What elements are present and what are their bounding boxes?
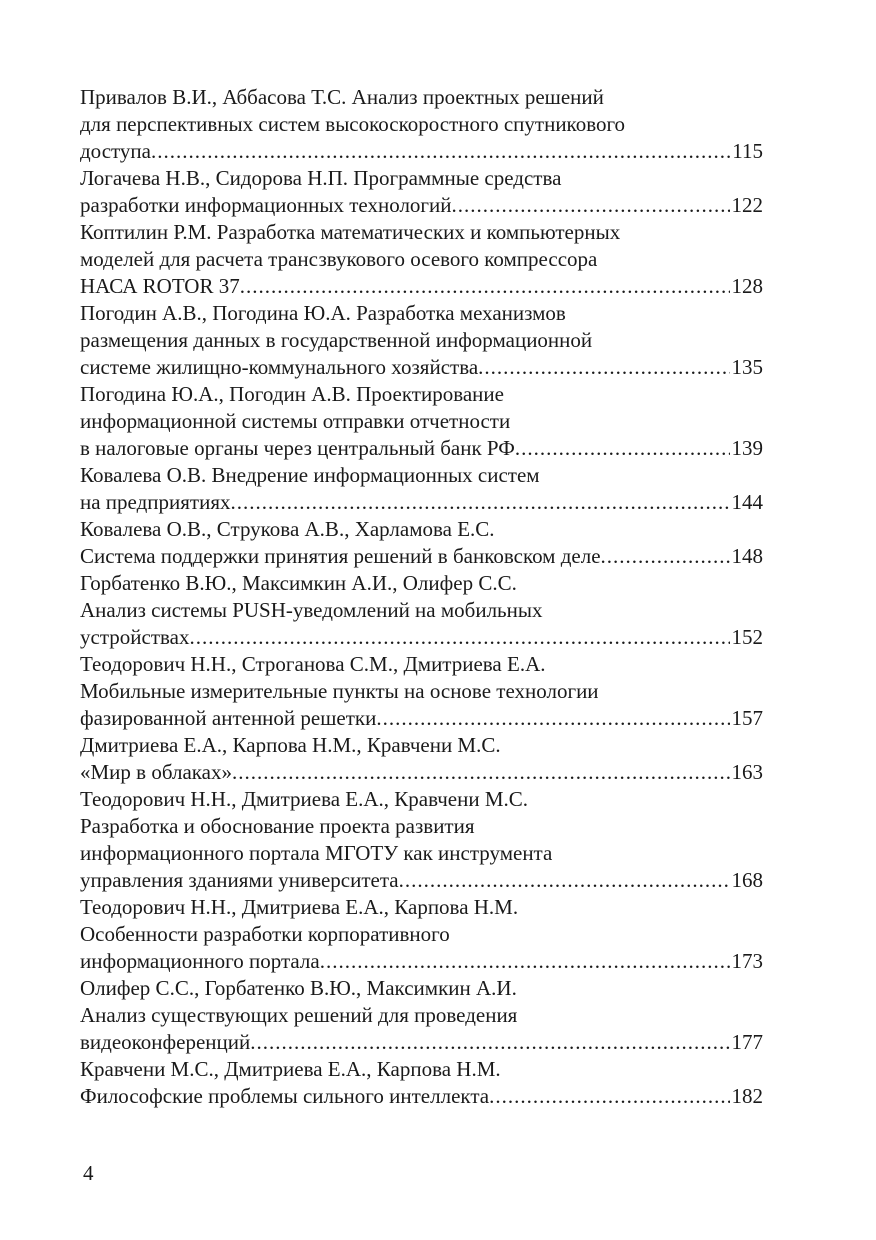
toc-entry-line: Олифер С.С., Горбатенко В.Ю., Максимкин А.И. [80, 976, 517, 1000]
toc-entry-line: Коптилин Р.М. Разработка математических и компьютерных [80, 220, 621, 244]
toc-entry-text: Система поддержки принятия решений в банковском деле [80, 544, 601, 568]
toc-entry-line: Кравчени М.С., Дмитриева Е.А., Карпова Н.М. [80, 1057, 501, 1081]
toc-entry-line: Логачева Н.В., Сидорова Н.П. Программные средства [80, 166, 562, 190]
toc-entry-last-line [80, 273, 763, 300]
toc-entry-line: Ковалева О.В., Струкова А.В., Харламова Е.С. [80, 517, 495, 541]
toc-entry-text: управления зданиями университета [80, 868, 399, 892]
toc-entry-text: НАСА ROTOR 37 [80, 274, 240, 298]
toc-entry-line: Теодорович Н.Н., Дмитриева Е.А., Карпова Н.М. [80, 895, 519, 919]
toc-entry-line: Мобильные измерительные пункты на основе технологии [80, 679, 599, 703]
toc-entry [80, 381, 763, 462]
toc-entry [80, 300, 763, 381]
toc-entry-last-line [80, 1083, 763, 1110]
toc-entry-text: на предприятиях [80, 490, 231, 514]
toc-entry [80, 651, 763, 732]
toc-entry [80, 570, 763, 651]
toc-entry-text: видеоконференций [80, 1030, 251, 1054]
toc-entry-line: Погодин А.В., Погодина Ю.А. Разработка механизмов [80, 301, 566, 325]
dot-leader [601, 543, 730, 570]
toc-entry-text: разработки информационных технологий [80, 193, 452, 217]
toc-entry-last-line [80, 435, 763, 462]
toc-entry-last-line [80, 354, 763, 381]
toc-entry-line: Теодорович Н.Н., Дмитриева Е.А., Кравчени М.С. [80, 787, 529, 811]
toc-entry-line: Анализ системы PUSH-уведомлений на мобильных [80, 598, 543, 622]
toc-entry-line: Анализ существующих решений для проведения [80, 1003, 518, 1027]
dot-leader [240, 273, 730, 300]
toc-entry-last-line [80, 543, 763, 570]
toc-entry [80, 462, 763, 516]
toc-entry-text: информационного портала [80, 949, 320, 973]
toc-entry-text: «Мир в облаках» [80, 760, 232, 784]
dot-leader [376, 705, 729, 732]
toc-page-number: 173 [731, 949, 763, 973]
toc-page-number: 157 [731, 706, 763, 730]
dot-leader [250, 1029, 729, 1056]
toc-page-number: 115 [732, 139, 763, 163]
dot-leader [399, 867, 730, 894]
toc-page-number: 128 [731, 274, 763, 298]
toc-entry [80, 732, 763, 786]
toc-entry-line: Погодина Ю.А., Погодин А.В. Проектирование [80, 382, 504, 406]
toc-entry [80, 1056, 763, 1110]
toc-entry-line: Привалов В.И., Аббасова Т.С. Анализ проектных решений [80, 85, 604, 109]
dot-leader [320, 948, 730, 975]
toc-entry-line: размещения данных в государственной информационной [80, 328, 593, 352]
toc-entry-line: информационной системы отправки отчетности [80, 409, 511, 433]
toc-entry [80, 786, 763, 894]
toc-entry-line: Разработка и обоснование проекта развития [80, 814, 475, 838]
dot-leader [151, 138, 730, 165]
toc-entry-last-line [80, 705, 763, 732]
toc-page-number: 139 [731, 436, 763, 460]
toc-page-number: 168 [731, 868, 763, 892]
toc-entry-text: доступа [80, 139, 151, 163]
toc-page-number: 135 [731, 355, 763, 379]
toc-entry [80, 165, 763, 219]
toc-entry [80, 516, 763, 570]
toc-page-number: 182 [731, 1084, 763, 1108]
dot-leader [232, 759, 730, 786]
toc-entry-last-line [80, 192, 763, 219]
toc-entry-text: системе жилищно-коммунального хозяйства [80, 355, 479, 379]
toc-page-number: 152 [731, 625, 763, 649]
toc-entry-last-line [80, 138, 763, 165]
toc-entry-line: Горбатенко В.Ю., Максимкин А.И., Олифер С.С. [80, 571, 517, 595]
dot-leader [189, 624, 729, 651]
dot-leader [478, 354, 729, 381]
toc-entry-text: устройствах [80, 625, 190, 649]
dot-leader [515, 435, 730, 462]
dot-leader [452, 192, 730, 219]
toc-page-number: 148 [731, 544, 763, 568]
toc-entry-line: информационного портала МГОТУ как инструмента [80, 841, 553, 865]
toc-entry-text: фазированной антенной решетки [80, 706, 377, 730]
toc-page-number: 144 [731, 490, 763, 514]
toc-entry-last-line [80, 759, 763, 786]
toc-entry-line: для перспективных систем высокоскоростного спутникового [80, 112, 626, 136]
toc-entry-last-line [80, 1029, 763, 1056]
toc-entry-line: Ковалева О.В. Внедрение информационных систем [80, 463, 540, 487]
toc-entry-last-line [80, 948, 763, 975]
toc-entry [80, 219, 763, 300]
page-number: 4 [83, 1161, 94, 1185]
toc-page-number: 122 [731, 193, 763, 217]
dot-leader [231, 489, 730, 516]
toc-entry-text: Философские проблемы сильного интеллекта [80, 1084, 490, 1108]
toc-entry [80, 894, 763, 975]
toc-entry-line: Особенности разработки корпоративного [80, 922, 450, 946]
dot-leader [489, 1083, 729, 1110]
table-of-contents [80, 84, 763, 1110]
toc-entry [80, 84, 763, 165]
toc-entry-last-line [80, 489, 763, 516]
toc-entry-text: в налоговые органы через центральный банк РФ [80, 436, 515, 460]
toc-entry-last-line [80, 624, 763, 651]
toc-page-number: 163 [731, 760, 763, 784]
toc-entry [80, 975, 763, 1056]
toc-entry-line: Теодорович Н.Н., Строганова С.М., Дмитриева Е.А. [80, 652, 546, 676]
toc-page-number: 177 [731, 1030, 763, 1054]
toc-entry-last-line [80, 867, 763, 894]
toc-entry-line: Дмитриева Е.А., Карпова Н.М., Кравчени М.С. [80, 733, 501, 757]
toc-entry-line: моделей для расчета трансзвукового осевого компрессора [80, 247, 598, 271]
